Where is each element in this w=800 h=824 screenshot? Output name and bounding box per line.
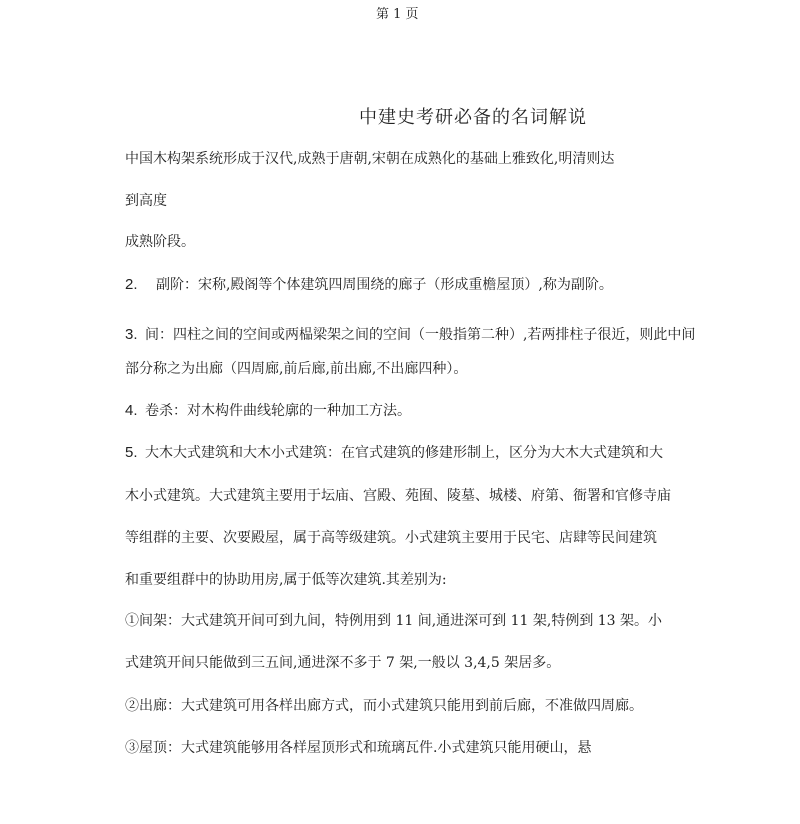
paragraph-line: 木小式建筑。大式建筑主要用于坛庙、宫殿、苑囿、陵墓、城楼、府第、衙署和官修寺庙 — [125, 488, 671, 504]
paragraph-line: 部分称之为出廊（四周廊,前后廊,前出廊,不出廊四种）。 — [125, 361, 468, 377]
paragraph-line: 式建筑开间只能做到三五间,通进深不多于 7 架,一般以 3,4,5 架居多。 — [125, 655, 561, 671]
list-number: 4. — [125, 402, 138, 419]
paragraph-line: 成熟阶段。 — [125, 234, 195, 250]
list-item-text: 大木大式建筑和大木小式建筑：在官式建筑的修建形制上，区分为大木大式建筑和大 — [144, 445, 663, 461]
list-item-text: 卷杀：对木构件曲线轮廓的一种加工方法。 — [144, 403, 411, 419]
list-item-text: 间：四柱之间的空间或两榀梁架之间的空间（一般指第二种）,若两排柱子很近，则此中间 — [144, 327, 696, 343]
paragraph-line: ①间架：大式建筑开间可到九间，特例用到 11 间,通进深可到 11 架,特例到 13 架。小 — [125, 613, 663, 629]
list-item-text: 副阶：宋称,殿阁等个体建筑四周围绕的廊子（形成重檐屋顶）,称为副阶。 — [155, 277, 613, 293]
list-item-3 — [125, 326, 695, 344]
list-number: 5. — [125, 444, 138, 461]
list-number: 2. — [125, 276, 138, 293]
paragraph-line: ③屋顶：大式建筑能够用各样屋顶形式和琉璃瓦件.小式建筑只能用硬山，悬 — [125, 740, 592, 756]
list-item-5 — [125, 444, 663, 462]
paragraph-line: 到高度 — [125, 193, 167, 209]
list-number: 3. — [125, 326, 138, 343]
paragraph-line: ②出廊：大式建筑可用各样出廊方式，而小式建筑只能用到前后廊，不准做四周廊。 — [125, 698, 643, 714]
list-item-4 — [125, 402, 411, 420]
paragraph-line: 和重要组群中的协助用房,属于低等次建筑.其差别为: — [125, 572, 447, 588]
paragraph-line: 中国木构架系统形成于汉代,成熟于唐朝,宋朝在成熟化的基础上雅致化,明清则达 — [125, 151, 615, 167]
list-item-2 — [125, 276, 613, 294]
page-number: 第 1 页 — [376, 7, 419, 22]
paragraph-line: 等组群的主要、次要殿屋，属于高等级建筑。小式建筑主要用于民宅、店肆等民间建筑 — [125, 530, 657, 546]
document-title: 中建史考研必备的名词解说 — [359, 107, 587, 128]
